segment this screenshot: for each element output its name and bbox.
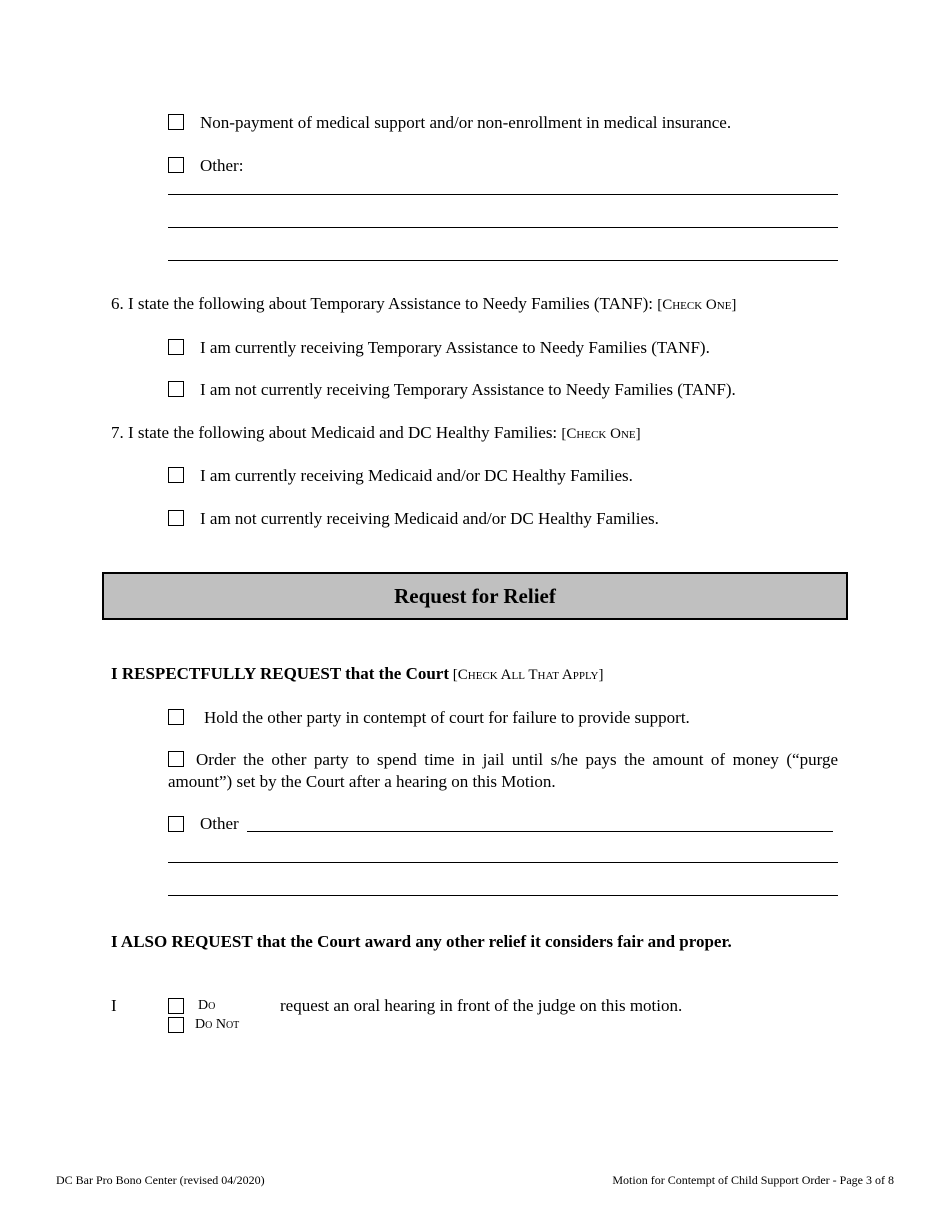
contempt-option-label: Hold the other party in contempt of court for failure to provide support. <box>204 708 690 727</box>
banner-title: Request for Relief <box>394 583 556 608</box>
section-6-instruction: [Check One] <box>657 297 737 313</box>
contempt-checkbox[interactable] <box>168 709 184 725</box>
other-relief-inline-line[interactable] <box>247 831 833 832</box>
tanf-receiving-label: I am currently receiving Temporary Assistance to Needy Families (TANF). <box>200 338 710 357</box>
hearing-do-not-checkbox[interactable] <box>168 1017 184 1033</box>
section-7-prompt-text: 7. I state the following about Medicaid and DC Healthy Families: <box>111 423 562 442</box>
other-relief-line-2[interactable] <box>168 895 838 896</box>
section-6-prompt <box>111 294 736 315</box>
section-7-prompt <box>111 423 641 444</box>
jail-checkbox[interactable] <box>168 751 184 767</box>
section-7-instruction: [Check One] <box>561 426 641 442</box>
section-6-prompt-text: 6. I state the following about Temporary Assistance to Needy Families (TANF): <box>111 294 658 313</box>
tanf-not-receiving-checkbox[interactable] <box>168 381 184 397</box>
respectfully-request-heading <box>111 664 604 685</box>
medical-support-checkbox[interactable] <box>168 114 184 130</box>
hearing-statement: request an oral hearing in front of the judge on this motion. <box>280 996 683 1015</box>
other-violation-checkbox[interactable] <box>168 157 184 173</box>
hearing-do-label: Do <box>198 998 216 1013</box>
other-violation-option-label: Other: <box>200 156 244 175</box>
other-violation-line-3[interactable] <box>168 260 838 261</box>
tanf-not-receiving-label: I am not currently receiving Temporary Assistance to Needy Families (TANF). <box>200 380 736 399</box>
jail-option-paragraph <box>168 749 838 793</box>
medicaid-not-receiving-checkbox[interactable] <box>168 510 184 526</box>
hearing-do-checkbox[interactable] <box>168 998 184 1014</box>
other-relief-line-1[interactable] <box>168 862 838 863</box>
jail-option-label: Order the other party to spend time in jail until s/he pays the amount of money (“purge amount”) set by the Court after a hearing on this Motion. <box>168 750 838 791</box>
footer-left: DC Bar Pro Bono Center (revised 04/2020) <box>56 1173 265 1187</box>
also-request-statement: I ALSO REQUEST that the Court award any other relief it considers fair and proper. <box>111 932 732 951</box>
request-for-relief-banner <box>102 572 848 620</box>
tanf-receiving-checkbox[interactable] <box>168 339 184 355</box>
other-relief-label: Other <box>200 814 239 833</box>
hearing-subject: I <box>111 996 117 1015</box>
medicaid-receiving-checkbox[interactable] <box>168 467 184 483</box>
footer-right: Motion for Contempt of Child Support Order - Page 3 of 8 <box>612 1173 894 1187</box>
medical-support-option-label: Non-payment of medical support and/or non-enrollment in medical insurance. <box>200 113 732 132</box>
hearing-do-not-label: Do Not <box>195 1017 240 1032</box>
medicaid-receiving-label: I am currently receiving Medicaid and/or DC Healthy Families. <box>200 466 633 485</box>
other-relief-checkbox[interactable] <box>168 816 184 832</box>
other-violation-line-2[interactable] <box>168 227 838 228</box>
respectfully-request-lead: I RESPECTFULLY REQUEST that the Court <box>111 664 450 683</box>
other-violation-line-1[interactable] <box>168 194 838 195</box>
respectfully-request-instruction: [Check All That Apply] <box>449 667 604 683</box>
medicaid-not-receiving-label: I am not currently receiving Medicaid and/or DC Healthy Families. <box>200 509 659 528</box>
